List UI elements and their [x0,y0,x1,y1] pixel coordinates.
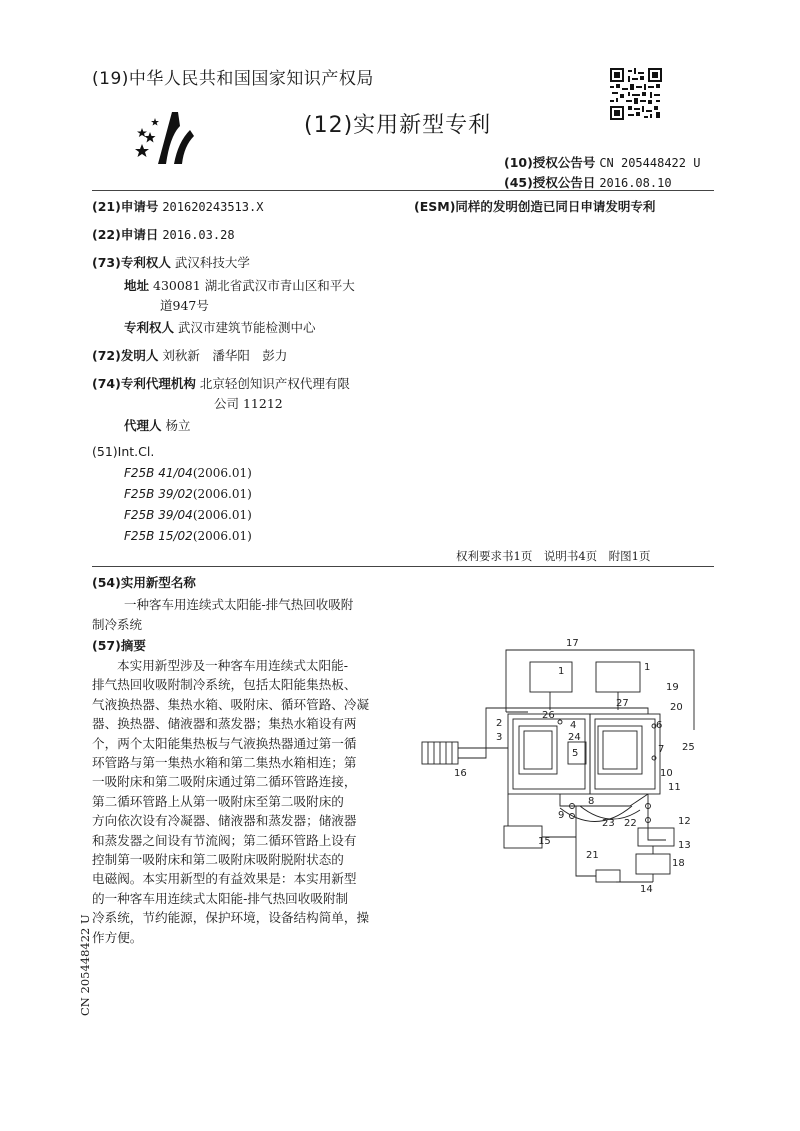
agency-row [92,374,350,392]
receiver [638,828,674,846]
label-9: 9 [558,810,565,821]
label-18: 18 [672,858,685,869]
label-21: 21 [586,850,599,861]
abstract-line: 一吸附床和第二吸附床通过第二循环管路连接， [92,774,357,790]
address-line-2: 道947号 [160,298,209,313]
side-code-text: CN 205448422 U [78,914,92,1016]
patent-office-logo-icon [128,106,198,170]
agency-line-1: 北京轻创知识产权代理有限 [199,376,350,391]
label-16: 16 [454,768,467,779]
ipc-date: (2006.01) [192,508,252,522]
application-date-row [92,225,235,243]
header-divider [92,190,714,191]
publication-number: CN 205448422 U [599,156,701,170]
publication-date: 2016.08.10 [599,176,672,190]
side-publication-code [78,906,94,1016]
abstract-line: 个，两个太阳能集热板与气液换热器通过第一循 [92,735,357,751]
abstract-line: 和蒸发器之间设有节流阀；第二循环管路上设有 [92,832,357,848]
ipc-date: (2006.01) [192,487,252,501]
patentee2: 武汉市建筑节能检测中心 [178,320,316,335]
label-8: 8 [588,796,595,807]
label-11: 11 [668,782,681,793]
system-schematic-figure [410,630,730,900]
ipc-entry [124,508,252,522]
solar-collector-right [596,662,640,692]
label-23: 23 [602,818,615,829]
inventors-row [92,346,287,364]
publication-number-row [504,153,700,171]
abstract-line: 电磁阀。本实用新型的有益效果是：本实用新型 [92,871,357,887]
publication-date-row [504,173,672,191]
patentee2-label: 专利权人 [124,320,175,335]
agency-label: (74)专利代理机构 [92,376,196,391]
title-line-1: 一种客车用连续式太阳能-排气热回收吸附 [124,597,354,612]
document-type: (12)实用新型专利 [304,113,492,138]
ipc-entry [124,466,252,480]
throttle-unit [636,854,670,874]
label-22: 22 [624,818,637,829]
solar-collector-left [530,662,572,692]
application-date-label: (22)申请日 [92,227,159,242]
title-label: (54)实用新型名称 [92,575,196,590]
ipc-entry [124,529,252,543]
ipc-code: F25B 15/02 [124,529,193,543]
label-14: 14 [640,884,653,895]
application-date: 2016.03.28 [162,228,235,242]
label-25: 25 [682,742,695,753]
label-1: 1 [558,666,565,677]
label-17: 17 [566,638,579,649]
biblio-divider [92,566,714,567]
esm-note: (ESM)同样的发明创造已同日申请发明专利 [414,199,656,214]
abstract-line: 作方便。 [92,929,143,945]
label-10: 10 [660,768,673,779]
label-2: 2 [496,718,503,729]
condenser [504,826,542,848]
abstract-line: 气液换热器、集热水箱、吸附床、循环管路、冷凝 [92,696,370,712]
agency-line-2: 公司 11212 [214,396,283,411]
address-line-1: 430081 湖北省武汉市青山区和平大 [153,278,355,293]
address-row [124,276,355,294]
valve-4 [558,720,562,724]
qr-code-icon [610,68,662,120]
publication-date-label: (45)授权公告日 [504,175,596,190]
ipc-code: F25B 41/04 [124,466,193,480]
label-12: 12 [678,816,691,827]
application-number-row [92,197,263,215]
ipc-code: F25B 39/02 [124,487,193,501]
abstract-line: 的一种客车用连续式太阳能-排气热回收吸附制 [92,890,349,906]
title-line-2: 制冷系统 [92,617,143,632]
evaporator [596,870,620,882]
label-13: 13 [678,840,691,851]
patentee-label: (73)专利权人 [92,255,171,270]
label-1b: 1 [644,662,651,673]
label-7: 7 [658,744,665,755]
abstract-line: 本实用新型涉及一种客车用连续式太阳能- [117,658,348,673]
adsorption-bed-left [519,726,557,774]
abstract-label: (57)摘要 [92,638,146,653]
page-count: 权利要求书1页 说明书4页 附图1页 [456,549,651,563]
abstract-line: 器、换热器、储液器和蒸发器；集热水箱设有两 [92,716,357,732]
label-5: 5 [572,748,579,759]
label-27: 27 [616,698,629,709]
intcl-label: (51)Int.Cl. [92,444,155,459]
abstract-line: 控制第一吸附床和第二吸附床吸附脱附状态的 [92,852,344,868]
inventors-label: (72)发明人 [92,348,159,363]
label-26: 26 [542,710,555,721]
patentee-row [92,253,250,271]
abstract-line: 冷系统，节约能源，保护环境，设备结构简单，操 [92,910,370,926]
agent-row [124,416,191,434]
label-24: 24 [568,732,581,743]
adsorption-bed-right [598,726,642,774]
label-4: 4 [570,720,577,731]
abstract-body [92,656,396,947]
application-number: 201620243513.X [162,200,264,214]
abstract-line: 环管路与第一集热水箱和第二集热水箱相连；第 [92,755,357,771]
office-name: (19)中华人民共和国国家知识产权局 [92,69,374,89]
ipc-code: F25B 39/04 [124,508,193,522]
label-19: 19 [666,682,679,693]
label-6: 6 [656,720,663,731]
ipc-entry [124,487,252,501]
application-number-label: (21)申请号 [92,199,159,214]
inventors: 刘秋新 潘华阳 彭力 [162,348,288,363]
label-15: 15 [538,836,551,847]
ipc-date: (2006.01) [192,529,252,543]
patentee: 武汉科技大学 [174,255,250,270]
address-label: 地址 [124,278,150,293]
label-3: 3 [496,732,503,743]
patentee2-row [124,318,316,336]
abstract-line: 第二循环管路上从第一吸附床至第二吸附床的 [92,793,344,809]
abstract-line: 排气热回收吸附制冷系统，包括太阳能集热板、 [92,677,357,693]
publication-number-label: (10)授权公告号 [504,155,596,170]
agent-label: 代理人 [124,418,162,433]
abstract-line: 方向依次设有冷凝器、储液器和蒸发器；储液器 [92,813,357,829]
label-20: 20 [670,702,683,713]
agent: 杨立 [165,418,191,433]
ipc-date: (2006.01) [192,466,252,480]
